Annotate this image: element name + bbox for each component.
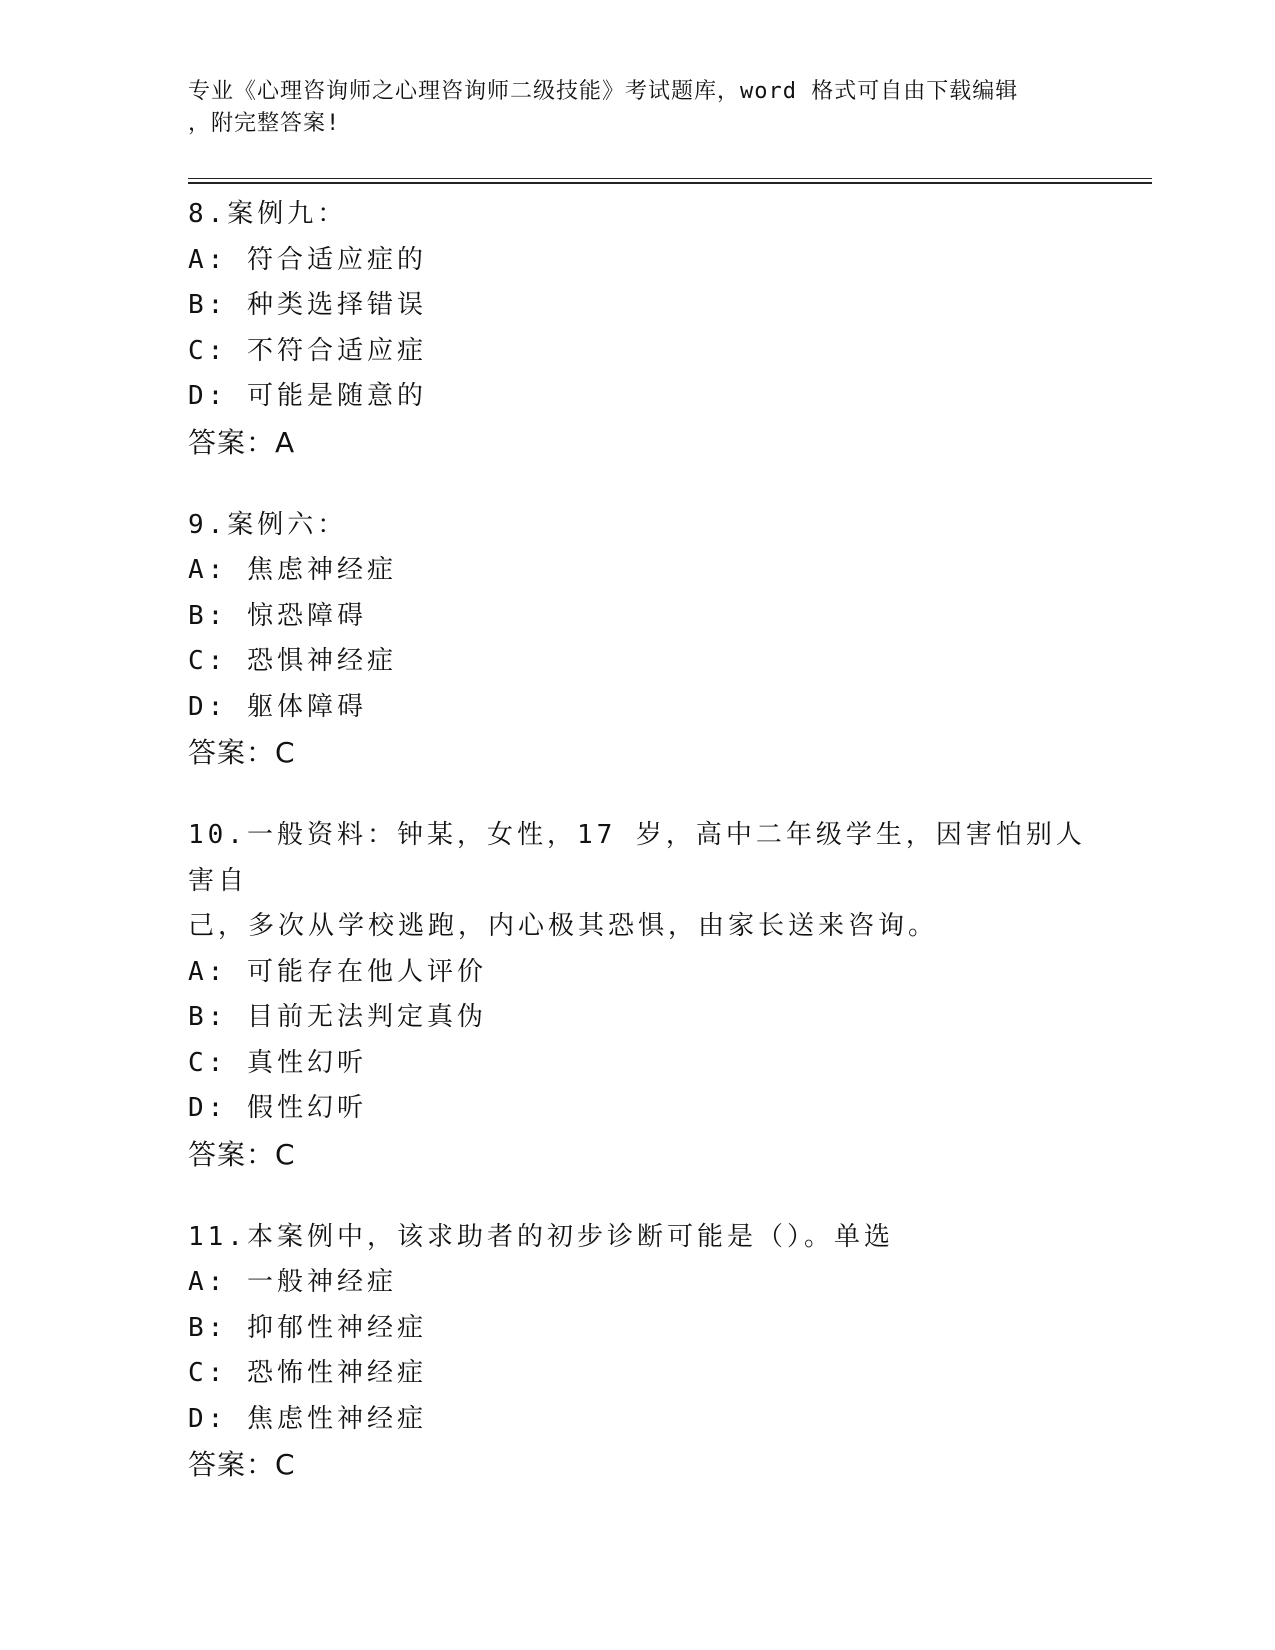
question-11 — [188, 1215, 1088, 1489]
option-b: B: 种类选择错误 — [188, 290, 427, 320]
option-a: A: 一般神经症 — [188, 1267, 397, 1297]
option-d: D: 焦虑性神经症 — [188, 1403, 427, 1434]
header-divider-thin — [188, 178, 1152, 179]
option-a: A: 符合适应症的 — [188, 244, 427, 275]
option-a: A: 可能存在他人评价 — [188, 956, 487, 987]
option-d: D: 可能是随意的 — [188, 381, 427, 411]
answer-line: 答案：C — [188, 1137, 296, 1171]
header-line-2: ，附完整答案! — [188, 111, 341, 136]
answer-line: 答案：C — [188, 1448, 296, 1481]
question-10 — [188, 813, 1088, 1178]
option-b: B: 抑郁性神经症 — [188, 1312, 427, 1343]
question-stem: 8.案例九： — [188, 199, 348, 229]
document-header — [188, 76, 1068, 140]
question-stem-line-1: 10.一般资料：钟某，女性，17 岁，高中二年级学生，因害怕别人害自 — [188, 820, 1086, 896]
question-list — [188, 192, 1088, 1525]
option-b: B: 目前无法判定真伪 — [188, 1002, 487, 1032]
answer-line: 答案：A — [188, 425, 296, 459]
option-c: C: 真性幻听 — [188, 1047, 367, 1078]
option-d: D: 假性幻听 — [188, 1093, 367, 1123]
question-stem: 11.本案例中，该求助者的初步诊断可能是（）。单选 — [188, 1221, 894, 1252]
option-a: A: 焦虑神经症 — [188, 555, 397, 585]
header-line-1: 专业《心理咨询师之心理咨询师二级技能》考试题库，word 格式可自由下载编辑 — [188, 79, 1019, 104]
option-c: C: 不符合适应症 — [188, 335, 427, 366]
question-9 — [188, 503, 1088, 777]
answer-line: 答案：C — [188, 736, 296, 769]
question-8 — [188, 192, 1088, 466]
option-d: D: 躯体障碍 — [188, 691, 367, 722]
option-b: B: 惊恐障碍 — [188, 600, 367, 631]
option-c: C: 恐怖性神经症 — [188, 1358, 427, 1388]
header-divider-thick — [188, 182, 1152, 184]
question-stem-line-2: 己，多次从学校逃跑，内心极其恐惧，由家长送来咨询。 — [188, 911, 939, 941]
option-c: C: 恐惧神经症 — [188, 646, 397, 676]
question-stem: 9.案例六： — [188, 509, 348, 540]
